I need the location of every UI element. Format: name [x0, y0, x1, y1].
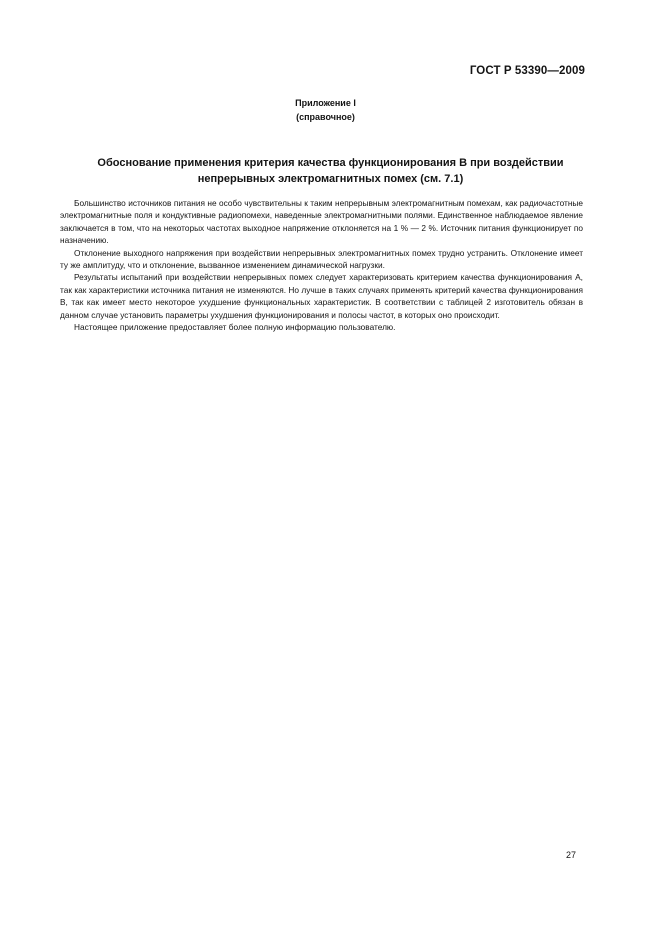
paragraph-1: Большинство источников питания не особо чувствительны к таким непрерывным электромагнитным помехам, как радиочастотные электромагнитные поля и кондуктивные радиопомехи, наведенные электромагнитными полями. Единственное наблюдаемое явление заключается в том, что на некоторых частотах выходное напряжение отклоняется на 1 % — 2 %. Источник питания функционирует по назначению. [60, 198, 583, 246]
body-text [60, 197, 583, 333]
appendix-heading [0, 96, 661, 124]
appendix-title-line-2: непрерывных электромагнитных помех (см. 7.1) [197, 172, 464, 185]
appendix-title [60, 156, 601, 187]
document-code: ГОСТ Р 53390—2009 [469, 65, 585, 77]
appendix-title-line-1: Обоснование применения критерия качества функционирования В при воздействии [97, 157, 564, 169]
paragraph-2: Отклонение выходного напряжения при воздействии непрерывных электромагнитных помех трудно устранить. Отклонение имеет ту же амплитуду, что и отклонение, вызванное изменением динамической нагрузки. [60, 247, 583, 271]
appendix-label: Приложение I [295, 98, 356, 108]
appendix-type: (справочное) [296, 112, 355, 122]
page-number: 27 [565, 850, 576, 860]
paragraph-4: Настоящее приложение предоставляет более полную информацию пользователю. [74, 322, 396, 333]
paragraph-3: Результаты испытаний при воздействии непрерывных помех следует характеризовать критерием качества функционирования А, так как характеристики источника питания не изменяются. Но лучше в таких случаях применять критерий качества функционирования В, так как имеет место некоторое ухудшение функциональных характеристик. В соответствии с таблицей 2 изготовитель обязан в данном случае установить параметры ухудшения функционирования и полосы частот, в которых оно происходит. [60, 272, 583, 320]
